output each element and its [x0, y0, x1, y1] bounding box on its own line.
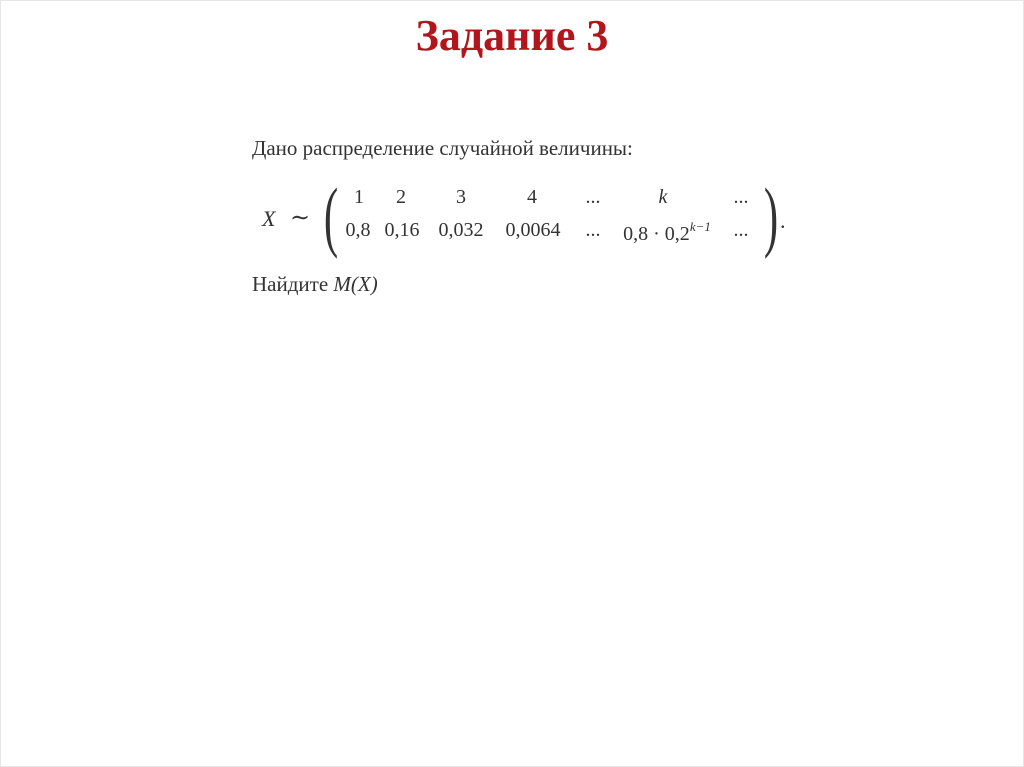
find-label: Найдите [252, 272, 329, 296]
value-cell: 3 [456, 186, 466, 208]
probability-cell: ... [733, 219, 749, 241]
problem-intro: Дано распределение случайной величины: [252, 136, 633, 160]
slide-title: Задание 3 [415, 11, 609, 60]
right-parenthesis: ) [763, 172, 779, 259]
probability-cell-general [612, 219, 722, 246]
left-parenthesis: ( [323, 172, 339, 259]
probability-cell: 0,8 [345, 219, 371, 241]
value-cell: k [658, 186, 668, 208]
probability-cell: 0,0064 [505, 219, 561, 241]
value-cell: ... [585, 186, 601, 208]
probability-cell: 0,032 [438, 219, 484, 241]
expected-value-expression: M(X) [333, 272, 378, 296]
tilde-symbol: ∼ [290, 205, 311, 231]
random-variable: X [262, 206, 276, 231]
value-cell: 4 [527, 186, 537, 208]
find-instruction [252, 272, 378, 297]
value-cell: 1 [354, 186, 364, 208]
probability-cell: 0,16 [384, 219, 420, 241]
value-cell: ... [733, 186, 749, 208]
exponent: k−1 [689, 219, 711, 234]
value-cell: 2 [396, 186, 406, 208]
formula-period: . [780, 208, 786, 233]
distribution-formula [262, 172, 822, 259]
probability-cell: ... [585, 219, 601, 241]
general-term: 0,8 · 0,2 [623, 223, 690, 245]
